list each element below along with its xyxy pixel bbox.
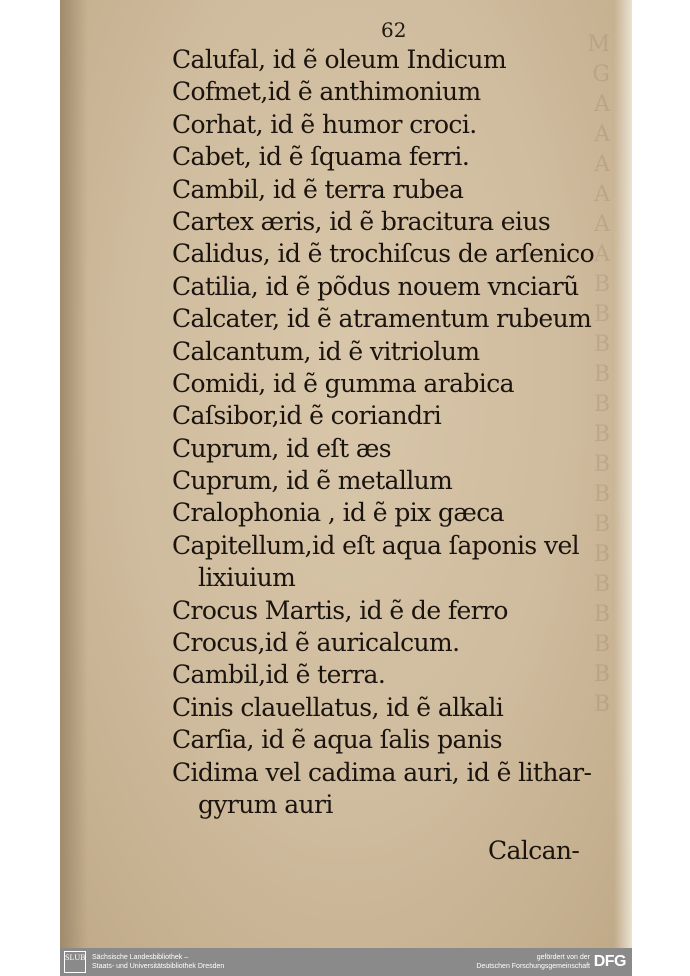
glossary-entry: Corhat, id ẽ humor croci. [172, 109, 477, 139]
glossary-entries [172, 44, 594, 821]
library-credit [92, 953, 224, 971]
glossary-entry: Cambil,id ẽ terra. [172, 660, 386, 690]
funder-line-2: Deutschen Forschungsgemeinschaft [476, 963, 590, 970]
glossary-entry: Crocus,id ẽ auricalcum. [172, 628, 460, 658]
glossary-entry: Cinis clauellatus, id ẽ alkali [172, 692, 504, 722]
entry-continuation-line: gyrum auri [198, 789, 333, 819]
slub-logo-text: SLUB [65, 953, 86, 962]
funder-line-1: gefördert von der [536, 954, 590, 961]
glossary-entry: Cambil, id ẽ terra rubea [172, 174, 464, 204]
glossary-entry: Cartex æris, id ẽ bracitura eius [172, 206, 551, 236]
glossary-entry: Crocus Martis, id ẽ de ferro [172, 595, 508, 625]
library-line-2: Staats- und Universitätsbibliothek Dresden [92, 963, 225, 970]
glossary-entry: Carſia, id ẽ aqua ſalis panis [172, 725, 502, 755]
glossary-entry: Calcater, id ẽ atramentum rubeum [172, 304, 592, 334]
page-number: 62 [381, 18, 407, 42]
library-line-1: Sächsische Landesbibliothek – [92, 954, 189, 961]
glossary-entry: Catilia, id ẽ põdus nouem vnciarũ [172, 271, 579, 301]
dfg-logo: DFG [593, 953, 626, 970]
glossary-entry: Capitellum,id eſt aqua ſaponis vel [172, 530, 580, 560]
glossary-entry: Cuprum, id eſt æs [172, 433, 391, 463]
digitization-footer [60, 948, 632, 976]
glossary-entry: Cralophonia , id ẽ pix gæca [172, 498, 504, 528]
show-through-text: M G A A A A A A B B B B B B B B B B B B B B B [587, 32, 610, 717]
glossary-entry: Calufal, id ẽ oleum Indicum [172, 45, 507, 74]
glossary-entry: Cuprum, id ẽ metallum [172, 466, 453, 496]
glossary-entry: Cofmet,id ẽ anthimonium [172, 77, 481, 107]
glossary-entry: Calcantum, id ẽ vitriolum [172, 336, 480, 366]
catchword: Calcan- [488, 836, 580, 865]
glossary-entry: Comidi, id ẽ gumma arabica [172, 368, 514, 398]
entry-continuation-line: lixiuium [198, 563, 296, 593]
glossary-entry: Cabet, id ẽ ſquama ferri. [172, 142, 470, 172]
funder-credit [476, 953, 590, 971]
glossary-entry: Cidima vel cadima auri, id ẽ lithar- [172, 757, 592, 787]
glossary-entry: Caſsibor,id ẽ coriandri [172, 401, 442, 431]
slub-logo [64, 951, 86, 973]
glossary-entry: Calidus, id ẽ trochiſcus de arſenico [172, 239, 595, 269]
